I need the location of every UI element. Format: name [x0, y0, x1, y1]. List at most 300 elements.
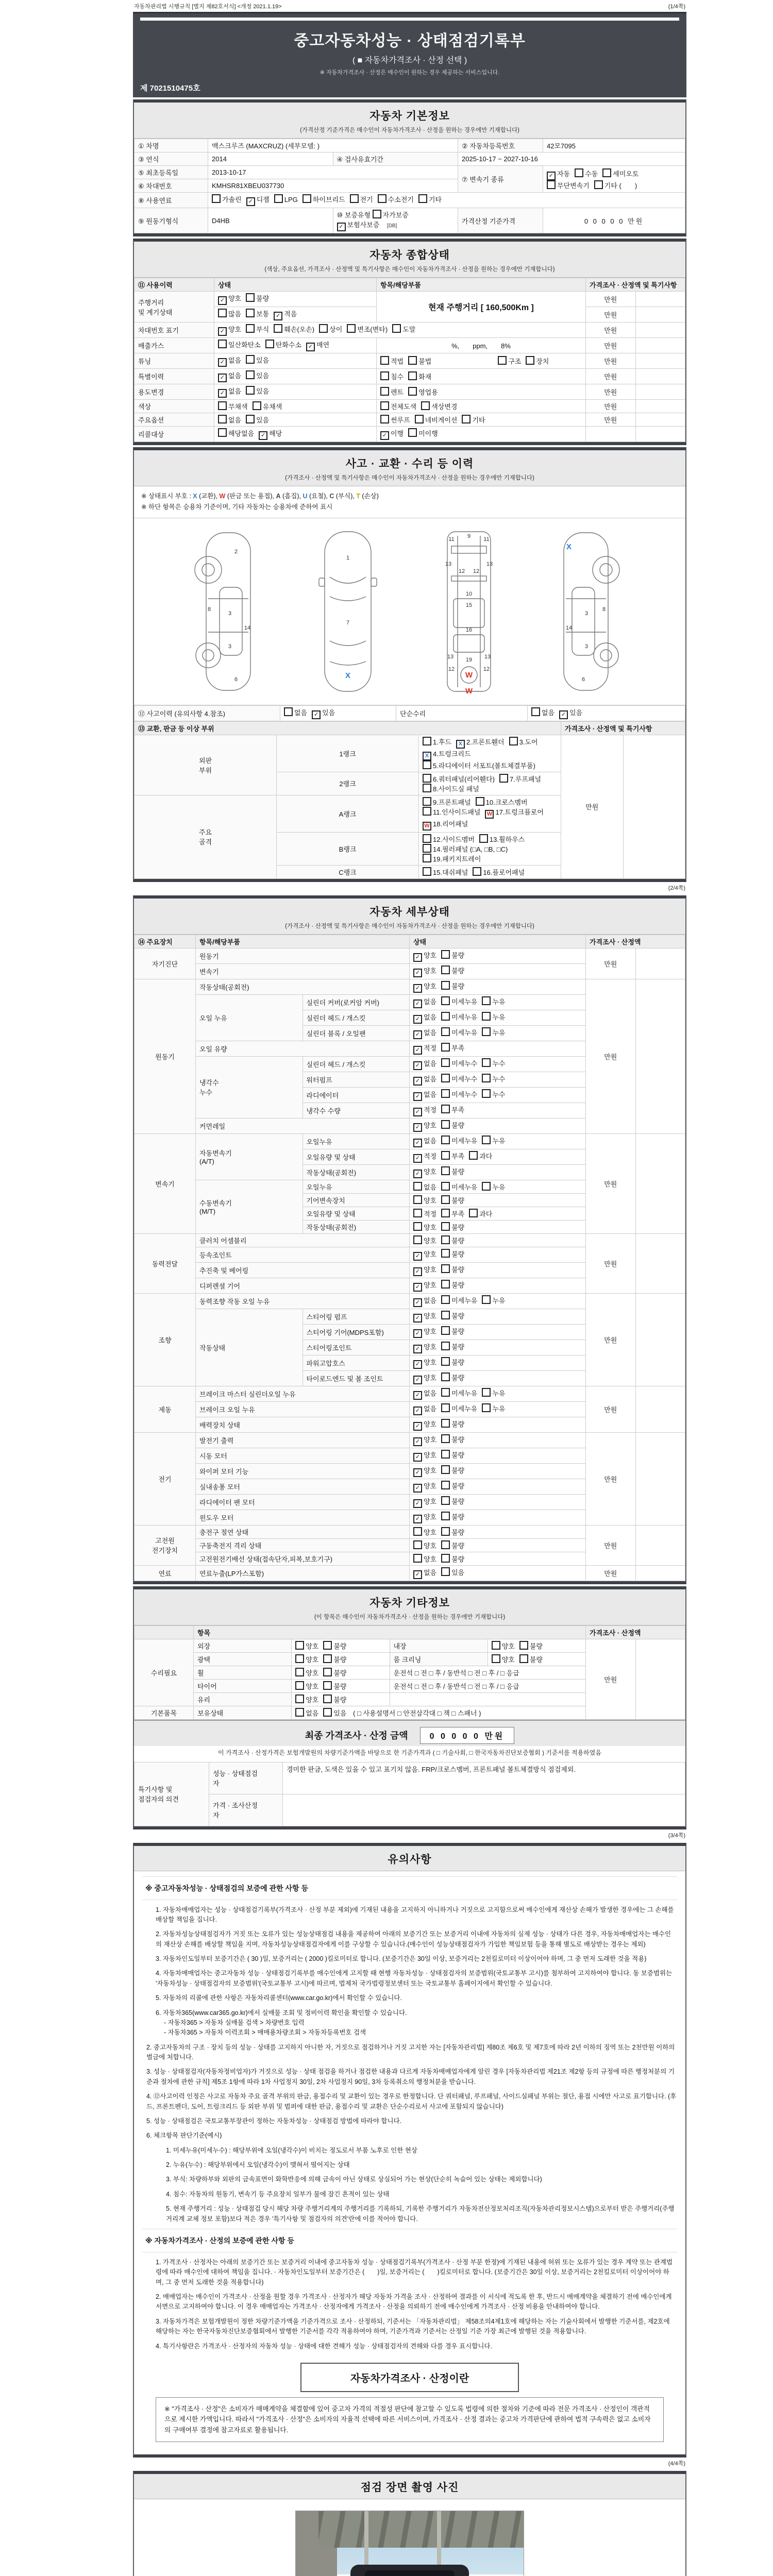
checkbox: [284, 707, 293, 716]
detail-note: (가격조사 · 산정액 및 특기사항은 매수인이 자동차가격조사 · 산정을 원하는 경우에만 기재합니다): [285, 923, 534, 929]
final-price-amount: 0 0 0 0 0 만원: [420, 1727, 515, 1744]
checkbox-option: 많음: [218, 309, 241, 318]
photo-car-front: [350, 2565, 469, 2576]
item-options: 없음 있음 ( □ 사용설명서 □ 안전삼각대 □ 잭 □ 스패너 ): [292, 1706, 586, 1719]
item-options: [377, 353, 586, 369]
part-number: 9: [467, 533, 471, 539]
checkbox-option: 불량: [441, 1342, 464, 1351]
checkbox-option: 누수: [482, 1089, 505, 1099]
checkbox: [413, 1527, 422, 1536]
checkbox-option: 양호: [295, 1654, 318, 1664]
form-ref: 자동차관리법 시행규칙 [별지 제82호서식] <개정 2021.1.19>: [134, 4, 282, 10]
part-number: 15: [465, 602, 473, 608]
part-number: 3: [228, 610, 232, 617]
checkbox-option: 기타 ( ): [594, 180, 637, 190]
state-options: [410, 1056, 586, 1072]
checkbox: [441, 1089, 450, 1098]
overall-header-state: 상태: [214, 278, 377, 292]
checkbox-option: 미세누유: [441, 1182, 477, 1192]
checkbox: [441, 1419, 450, 1428]
checkbox: [246, 293, 255, 302]
checkbox-option: 3.도어: [509, 737, 538, 747]
checkbox-option: 훼손(오손): [274, 324, 314, 334]
item-options: [292, 1692, 390, 1706]
checkbox-option: 하이브리드: [303, 194, 345, 204]
legend-symbol: X: [193, 493, 197, 500]
checkbox: [413, 1554, 422, 1563]
checkbox-option: 상이: [319, 324, 342, 334]
checkbox-option: 불량: [246, 293, 269, 303]
section-overall-state: [133, 239, 686, 445]
pricing-box-text: ※ "가격조사 · 산정"은 소비자가 매매계약을 체결함에 있어 중고차 가격의 적절성 판단에 참고할 수 있도록 법령에 의한 절차와 기준에 따라 전문 가격조사 · 산정인이 객관적으로 제시한 가액입니다. 따라서 "가격조사 · 산정"은 소비자의 자율적 선택에 따른 서비스이며, 가격조사 · 산정 결과는 중고차 가격판단에 관하여 법적 구속력은 없고 소비자의 구매여부 결정에 참고자료로 활용됩니다.: [156, 2397, 664, 2442]
checkbox-option: 전기: [350, 194, 373, 204]
checkbox-option: 유채색: [253, 401, 282, 411]
rank-label: 2랭크: [277, 772, 419, 795]
accident-title: 사고 · 교환 · 수리 등 이력: [345, 458, 474, 470]
checkbox-option: 침수: [380, 371, 404, 381]
car-damage-diagrams: [134, 518, 685, 705]
checkbox-option: 수동: [575, 168, 598, 178]
part-number: 14: [244, 624, 251, 631]
notice-item: 5. 자동차의 리콜에 관한 사항은 자동차리콜센터(www.car.go.kr)에서 확인할 수 있습니다.: [156, 1994, 402, 2002]
checkbox-option: ✓ 적정: [413, 1151, 436, 1163]
item-label: 실내송풍 모터: [196, 1479, 410, 1494]
item-label: 타이어: [194, 1679, 292, 1692]
exchange-parts-table: [134, 721, 685, 879]
overall-row: [135, 427, 685, 442]
checkbox: [413, 1209, 422, 1217]
notices-content: [134, 1871, 685, 2455]
checkbox-option: W 18.리어패널: [423, 819, 468, 831]
remark-cell: [635, 1233, 685, 1293]
state-options: [410, 1401, 586, 1417]
use-history-label: 용도변경: [135, 384, 214, 400]
checkbox-option: 양호: [413, 1554, 436, 1564]
mid-label: 자동변속기 (A/T): [196, 1133, 303, 1180]
device-label: 원동기: [135, 979, 196, 1133]
checkbox-option: 가솔린: [212, 194, 242, 204]
checkbox: ✓: [413, 1046, 422, 1055]
damage-mark: X: [345, 671, 351, 680]
checkbox: [323, 1641, 332, 1650]
section-other-info: [133, 1586, 686, 1829]
checkbox: ✓: [413, 1406, 422, 1415]
checkbox: [323, 1654, 332, 1663]
checkbox-option: ✓ 양호: [413, 1264, 436, 1276]
section-basic-info: [133, 99, 686, 236]
section-notices: [133, 1843, 686, 2458]
item-label: 등속조인트: [196, 1247, 410, 1262]
parts-options: [419, 772, 561, 795]
checkbox-option: 무채색: [218, 401, 248, 411]
checkbox: [246, 324, 255, 333]
checkbox: [575, 168, 583, 177]
price-cell: 만원: [586, 413, 636, 427]
sub-item-label: 실린더 헤드 / 개스킷: [303, 1056, 410, 1072]
checkbox-option: 미세누유: [441, 1012, 477, 1022]
use-history-label: 색상: [135, 400, 214, 413]
checkbox: [441, 965, 450, 974]
checkbox: ✓: [413, 1139, 422, 1147]
item-label: 와이퍼 모터 기능: [196, 1463, 410, 1479]
checkbox: [441, 1074, 450, 1082]
checkbox-option: 부족: [441, 1043, 464, 1053]
state-options: [410, 1552, 586, 1565]
state-options: [410, 1149, 586, 1164]
checkbox: ✓: [218, 327, 227, 336]
overall-header-item: 항목/해당부품: [377, 278, 586, 292]
device-label: 조향: [135, 1293, 196, 1386]
checkbox-option: 색상변경: [421, 401, 457, 411]
checkbox-option: 양호: [492, 1641, 515, 1651]
remark-cell: [635, 323, 685, 338]
price-cell: 만원: [586, 1565, 636, 1581]
checkbox: [441, 1388, 450, 1397]
item-options: [292, 1679, 390, 1692]
checkbox-option: 과다: [469, 1209, 492, 1218]
checkbox-option: 양호: [413, 1235, 436, 1245]
device-label: 변속기: [135, 1133, 196, 1233]
checkbox: ✓: [547, 172, 556, 180]
checkbox: [378, 194, 386, 203]
checkbox-option: 부족: [441, 1209, 464, 1218]
price-cell: 만원: [561, 735, 624, 878]
state-options: [410, 1565, 586, 1581]
checkbox-option: 없음: [413, 1182, 436, 1192]
item-options: [377, 384, 586, 400]
checkbox-option: ✓ 없음: [413, 1403, 436, 1415]
checkbox: [253, 401, 261, 410]
checkbox-option: 불량: [441, 1372, 464, 1382]
checkbox-option: 있음: [441, 1567, 464, 1577]
checkbox: [441, 1151, 450, 1160]
checkbox-option: 불량: [441, 1450, 464, 1460]
part-number: 12: [473, 568, 480, 574]
state-options: [410, 1262, 586, 1278]
checkbox: [509, 737, 518, 745]
checkbox-option: 불량: [441, 1465, 464, 1475]
checkbox-option: 16.플로어패널: [473, 867, 525, 877]
checkbox: [423, 737, 431, 745]
simple-repair-options: [528, 705, 685, 721]
state-options: [410, 1386, 586, 1401]
checkbox-option: X 2.프론트휀더: [456, 737, 505, 749]
x-mark: X: [423, 752, 431, 760]
checkbox: [295, 1668, 304, 1676]
notices-band: [134, 1846, 685, 1871]
checkbox-option: ✓ 없음: [413, 1567, 436, 1579]
checkbox-option: ✓ 양호: [413, 1326, 436, 1338]
detail-row: [135, 1525, 685, 1538]
checkbox-option: ✓ 자동: [547, 168, 570, 180]
checkbox: [423, 774, 431, 783]
state-options: [410, 1072, 586, 1087]
checkbox-option: ✓ 양호: [413, 1465, 436, 1477]
item-label: 디퍼렌셜 기어: [196, 1278, 410, 1293]
checkbox-option: 썬루프: [380, 415, 410, 425]
state-options: [410, 1278, 586, 1293]
insp-value: 2025-10-17 ~ 2027-10-16: [458, 152, 685, 166]
checkbox-option: ✓ 디젤: [246, 194, 270, 206]
warranty-items: [142, 1905, 677, 2038]
other-note: (이 항목은 매수인이 자동차가격조사 · 산정을 원하는 경우에만 기재합니다): [314, 1614, 506, 1620]
overall-header-use: ⑪ 사용이력: [135, 278, 214, 292]
checkbox: [423, 784, 431, 792]
checkbox: [469, 1209, 478, 1217]
document-subtitle: ( ■ 자동차가격조사 · 산정 선택 ): [352, 56, 467, 65]
checkbox-option: 누수: [482, 1058, 505, 1068]
page-marker-3: (3/4쪽): [668, 1832, 685, 1839]
base-price-label: 가격산정 기준가격: [458, 208, 543, 233]
reg-no-value: 42모7095: [543, 139, 685, 152]
item-label: 구동축전지 격리 상태: [196, 1538, 410, 1552]
checkbox: [441, 1496, 450, 1505]
legend-symbol: A: [276, 493, 281, 500]
checkbox-option: 화재: [408, 371, 431, 381]
state-options: [410, 1164, 586, 1180]
checkbox: [482, 1403, 491, 1412]
price-cell: 만원: [586, 292, 636, 307]
checkbox: [441, 1481, 450, 1489]
checkbox-option: 불량: [441, 1527, 464, 1537]
part-number: 13: [486, 561, 493, 567]
parts-options: [419, 865, 561, 878]
rank-label: 1랭크: [277, 735, 419, 772]
group-label: 수리필요: [135, 1639, 194, 1706]
checkbox: ✓: [413, 999, 422, 1008]
sub-item-label: 라디에이터: [303, 1087, 410, 1103]
checkbox-option: ✓ 양호: [413, 1372, 436, 1384]
checkbox: [441, 1465, 450, 1474]
checkbox: [441, 1222, 450, 1231]
item-detail: [390, 1692, 586, 1706]
remarks-who: 가격 · 조사산정 자: [209, 1794, 283, 1826]
item-label-2: 내장: [390, 1639, 488, 1652]
state-options: [214, 323, 586, 338]
checkbox: [441, 1058, 450, 1067]
price-cell: 만원: [586, 400, 636, 413]
year-value: 2014: [208, 152, 333, 166]
item-label: 변속기: [196, 963, 410, 979]
document-number: 제 7021510475호: [140, 84, 200, 93]
checkbox-option: 미세누수: [441, 1074, 477, 1083]
checkbox-option: 있음: [246, 386, 269, 396]
checkbox-option: ✓ 없음: [413, 1074, 436, 1086]
checkbox-option: 무단변속기: [547, 180, 590, 190]
part-number: 10: [465, 590, 473, 597]
rank-label: B랭크: [277, 832, 419, 865]
checkbox-option: 있음: [246, 370, 269, 380]
checkbox-option: 불량: [441, 950, 464, 960]
detail-row: [135, 948, 685, 963]
checkbox: [482, 1182, 491, 1191]
checkbox: ✓: [218, 296, 227, 305]
checkbox: ✓: [413, 984, 422, 993]
checkbox: [323, 1681, 332, 1690]
checkbox: [441, 1043, 450, 1052]
checkbox: [295, 1694, 304, 1703]
item-label-2: 룸 크리닝: [390, 1652, 488, 1666]
checkbox: ✓: [413, 969, 422, 977]
checkbox-option: 양호: [295, 1681, 318, 1691]
remark-cell: [635, 1432, 685, 1525]
detail-row: [135, 979, 685, 994]
checkbox: [303, 194, 311, 203]
item-label: 작동상태(공회전): [196, 979, 410, 994]
checkbox: [482, 1074, 491, 1082]
checkbox: ✓: [413, 1376, 422, 1384]
checkbox-option: 불량: [441, 1496, 464, 1506]
checkbox-option: ✓ 양호: [413, 1496, 436, 1508]
checkbox: [274, 324, 282, 333]
damage-mark: X: [566, 542, 572, 551]
item-label: 배력장치 상태: [196, 1417, 410, 1432]
item-options: [292, 1639, 390, 1652]
item-label: 동력조향 작동 오일 누유: [196, 1293, 410, 1309]
checkbox: [441, 1326, 450, 1335]
checkbox-option: 네비게이션: [415, 415, 458, 425]
form-meta: [133, 0, 686, 12]
checkbox: [441, 1311, 450, 1319]
checkbox-option: 불량: [441, 1280, 464, 1290]
overall-table: [134, 278, 685, 442]
notice-item: 1. 자동차매매업자는 성능 · 상태점검기록부(가격조사 · 산정 부분 제외)에 기재된 내용을 고지하지 아니하거나 거짓으로 고지함으로써 매수인에게 재산상 손해가 발생한 경우에는 그 손해를 배상할 책임을 집니다.: [156, 1906, 674, 1923]
checkbox-option: ✓ 양호: [413, 1434, 436, 1446]
state-symbol-legend: ※ 상태표시 부호 : X (교환), W (판금 또는 용접), A (흠집), U (요철), C (부식), T (손상) ※ 하단 항목은 승용차 기준이며, 기타 자동차는 승용차에 준하여 표시: [134, 486, 685, 518]
item-label: 외장: [194, 1639, 292, 1652]
state-options: [410, 948, 586, 963]
pricing-items: [142, 2258, 677, 2351]
checkbox: ✓: [413, 1123, 422, 1132]
car-name-value: 맥스크루즈 (MAXCRUZ) (세부모델: ): [208, 139, 458, 152]
other-row: [135, 1639, 685, 1652]
checkbox: [482, 1388, 491, 1397]
checkbox-option: 불량: [441, 1264, 464, 1274]
checkbox-option: 불량: [441, 1419, 464, 1429]
checkbox: [413, 1235, 422, 1244]
device-label: 동력전달: [135, 1233, 196, 1293]
checkbox-option: 세미오토: [602, 168, 638, 178]
state-options: [410, 1103, 586, 1118]
notice-item: 2. 매매업자는 매수인이 가격조사 · 산정을 원할 경우 가격조사 · 산정자가 해당 자동차 가격을 조사 · 산정하여 결과를 이 서식에 적도록 한 후, 반드시 매매계약을 체결하기 전에 매수인에게 서면으로 고지하여야 합니다. 이 경우 매매업자는 가격조사 · 산정자에게 가격조사 · 산정을 의뢰하기 전에 매수인에게 가격조사 · 산정 비용을 안내하여야 합니다.: [156, 2293, 672, 2311]
item-label: 라디에이터 팬 모터: [196, 1494, 410, 1510]
zone-label: 주요 골격: [135, 795, 277, 878]
checkbox: ✓: [413, 1154, 422, 1163]
checkbox-option: 장치: [526, 356, 549, 366]
checkbox-option: 불량: [441, 1326, 464, 1336]
checkbox-option: 없음: [218, 415, 241, 425]
parts-row: [135, 735, 685, 772]
state-options: [410, 1247, 586, 1262]
item-label: 고전원전기배선 상태(접속단자,피복,보호기구): [196, 1552, 410, 1565]
section-accident-history: [133, 447, 686, 882]
checkbox-option: 14.필러패널 (□A, □B, □C): [423, 844, 508, 854]
checkbox: ✓: [413, 1515, 422, 1523]
price-cell: 만원: [586, 384, 636, 400]
damage-mark: W: [465, 686, 473, 696]
sub-item-label: 스티어링조인트: [303, 1340, 410, 1355]
checkbox: [492, 1654, 500, 1663]
rank-label: A랭크: [277, 795, 419, 832]
checkbox: [323, 1668, 332, 1676]
criteria-items: [142, 2146, 677, 2224]
checkbox-option: 불량: [323, 1654, 346, 1664]
remark-cell: [635, 427, 685, 442]
checkbox: [519, 1654, 528, 1663]
state-options: [214, 384, 377, 400]
part-number: 11: [483, 536, 490, 543]
checkbox: ✓: [413, 953, 422, 962]
item-detail: 운전석 □ 전 □ 후 / 동반석 □ 전 □ 후 / □ 응급: [390, 1679, 586, 1692]
checkbox: [462, 415, 470, 423]
remarks-who: 성능 · 상태점검 자: [209, 1762, 283, 1794]
checkbox: [441, 1450, 450, 1459]
checkbox-option: 불량: [441, 1434, 464, 1444]
checkbox: [531, 707, 540, 716]
overall-band: [134, 242, 685, 278]
checkbox: [441, 981, 450, 990]
checkbox: [482, 1012, 491, 1021]
w-mark: W: [485, 810, 494, 819]
remark-cell: [635, 338, 685, 353]
warranty-heading: ※ 중고자동차성능 · 상태점검의 보증에 관한 사항 등: [142, 1876, 677, 1900]
checkbox: ✓: [413, 1267, 422, 1276]
checkbox-option: 적법: [380, 356, 404, 366]
basic-note: (가격산정 기준가격은 매수인이 자동차가격조사 · 산정을 원하는 경우에만 기재합니다): [300, 127, 519, 133]
document-header: [133, 12, 686, 97]
checkbox: [479, 834, 488, 843]
checkbox-option: 미세누유: [441, 1136, 477, 1145]
device-label: 전기: [135, 1432, 196, 1525]
checkbox: [441, 1105, 450, 1113]
checkbox: [423, 760, 431, 769]
checkbox: ✓: [337, 223, 346, 231]
accident-history-label: ⑫ 사고이력 (유의사항 4.참조): [135, 705, 280, 721]
checkbox: [295, 1708, 304, 1717]
checkbox-option: 부족: [441, 1105, 464, 1114]
checkbox-option: 양호: [295, 1694, 318, 1704]
vin-label: ⑥ 차대번호: [135, 179, 208, 193]
accident-note: (가격조사 · 산정액 및 특기사항은 매수인이 자동차가격조사 · 산정을 원하는 경우에만 기재합니다): [285, 475, 534, 481]
checkbox-option: 미세누유: [441, 1388, 477, 1398]
remark-cell: [635, 307, 685, 323]
overall-title: 자동차 종합상태: [369, 249, 450, 261]
car-top-diagram: [309, 527, 386, 697]
checkbox-option: 불량: [441, 1554, 464, 1564]
damage-mark: W: [465, 670, 473, 680]
checkbox: ✓: [413, 1329, 422, 1338]
notice-item: 2. 자동차성능상태점검자가 거짓 또는 오류가 있는 성능상태점검 내용을 제공하여 아래의 보증기간 또는 보증거리 이내에 자동차의 실제 성능 · 상태가 다른 경우, 자동차매매업자는 매수인의 재산상 손해를 배상할 책임을 지며, 자동차성능상태점검자에게 이를 구상할 수 있습니다.(매수인이 성능상태점검자가 가입한 책임보험 등을 통해 별도로 배상받는 경우는 제외): [156, 1930, 671, 1948]
item-cell: %, ppm, 8%: [377, 338, 586, 353]
checkbox: ✓: [413, 1077, 422, 1086]
checkbox-option: ✓ 양호: [413, 1311, 436, 1323]
notice-item: 1. 미세누유(미세누수) : 해당부위에 오일(냉각수)이 비치는 정도로서 부품 노후로 인한 현상: [166, 2146, 417, 2154]
checkbox: [482, 1027, 491, 1036]
legend-symbol: C: [329, 493, 334, 500]
checkbox-option: 9.프론트패널: [423, 797, 471, 807]
checkbox-option: 없음: [284, 707, 307, 717]
checkbox-option: 도말: [392, 324, 415, 334]
checkbox-option: 양호: [295, 1668, 318, 1677]
checkbox-option: 일산화탄소: [218, 340, 261, 349]
checkbox: [498, 356, 507, 365]
checkbox: [441, 1136, 450, 1144]
use-history-label: 특별이력: [135, 369, 214, 384]
checkbox-option: ✓ 양호: [218, 293, 241, 305]
page-marker-4: (4/4쪽): [668, 2461, 685, 2467]
remarks-table: [134, 1762, 685, 1826]
notice-item: 2. 누유(누수) : 해당부위에서 오일(냉각수)이 맺혀서 떨어지는 상태: [166, 2161, 350, 2168]
